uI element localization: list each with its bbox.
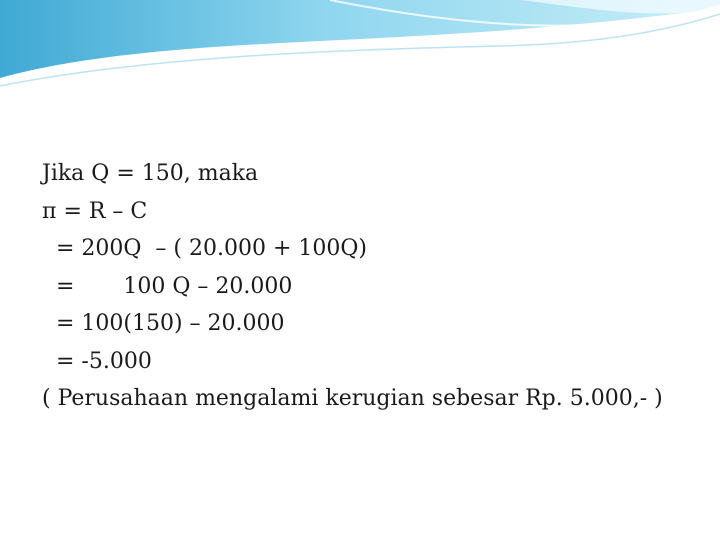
calculation-text-block <box>42 155 702 418</box>
result-line: = -5.000 <box>42 348 152 374</box>
condition-line: Jika Q = 150, maka <box>42 161 259 186</box>
substitution-line: = 200Q – ( 20.000 + 100Q) <box>42 236 368 261</box>
simplified-line: = 100 Q – 20.000 <box>42 273 293 299</box>
evaluation-line: = 100(150) – 20.000 <box>42 311 285 336</box>
profit-formula-line: π = R – C <box>42 198 148 224</box>
header-wave-decoration <box>0 0 720 90</box>
conclusion-line: ( Perusahaan mengalami kerugian sebesar Rp. 5.000,- ) <box>42 386 663 411</box>
